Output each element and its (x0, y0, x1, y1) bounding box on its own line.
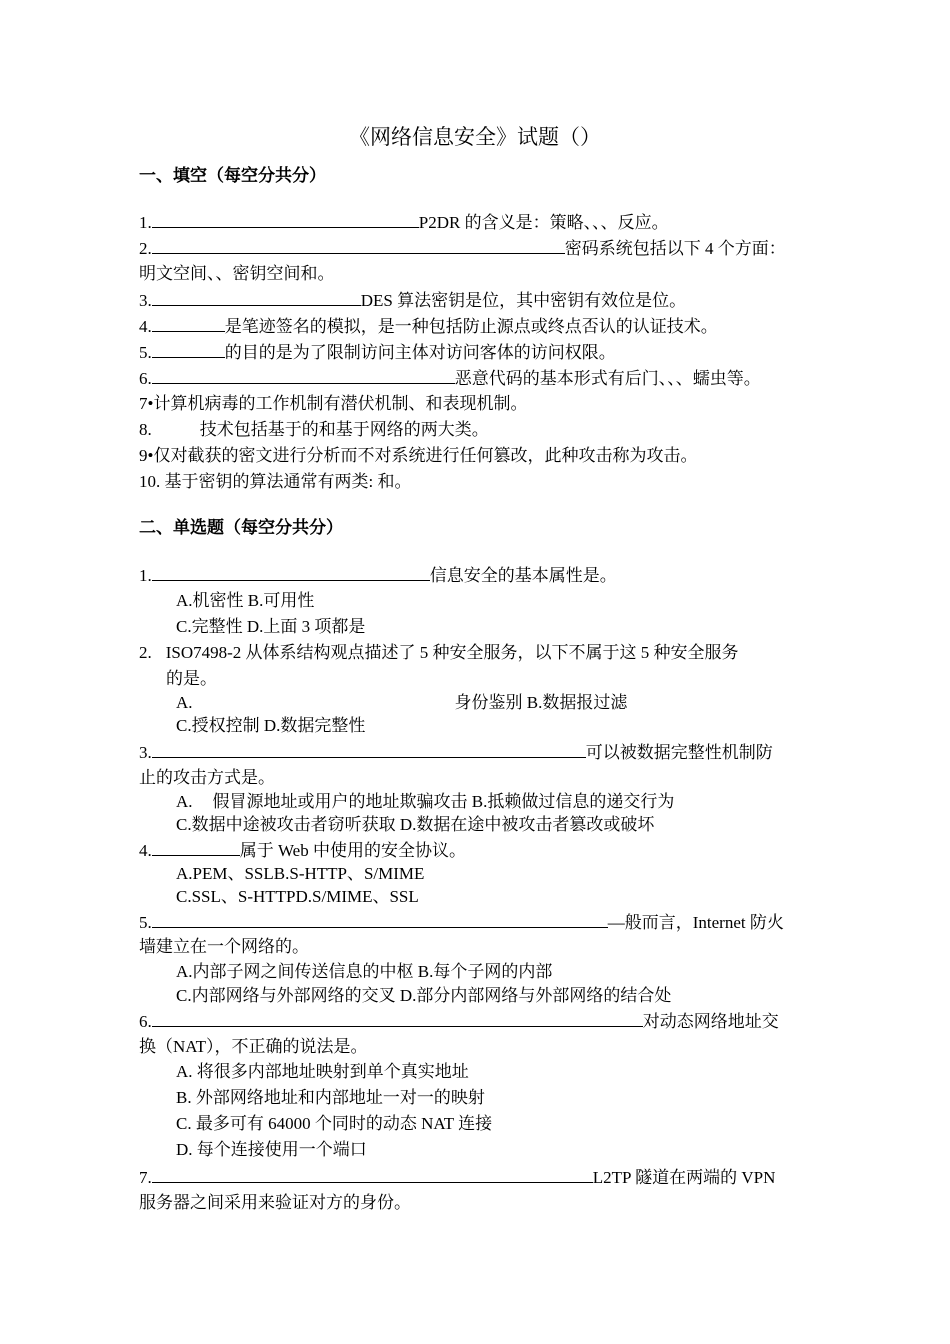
answer-blank (152, 740, 586, 758)
answer-blank (152, 838, 240, 856)
question-text: 属于 Web 中使用的安全协议。 (239, 841, 466, 860)
question-text: 的目的是为了限制访问主体对访问客体的访问权限。 (224, 343, 616, 362)
fill-question-5 (139, 340, 616, 365)
question-number: 1. (139, 213, 152, 232)
choice-q6-option-b: B. 外部网络地址和内部地址一对一的映射 (176, 1088, 485, 1107)
question-text: 可以被数据完整性机制防 (585, 743, 773, 762)
fill-question-7: 7•计算机病毒的工作机制有潜伏机制、和表现机制。 (139, 394, 528, 413)
choice-question-6-continued: 换（NAT），不正确的说法是。 (139, 1037, 368, 1056)
choice-q3-options-cd: C.数据中途被攻击者窃听获取 D.数据在途中被攻击者篡改或破坏 (176, 815, 655, 834)
fill-question-4 (139, 314, 718, 339)
choice-question-4 (139, 838, 466, 863)
choice-question-2-continued: 的是。 (166, 669, 217, 688)
question-number: 5. (139, 913, 152, 932)
question-number: 3. (139, 291, 152, 310)
choice-question-3 (139, 740, 773, 765)
choice-q6-option-a: A. 将很多内部地址映射到单个真实地址 (176, 1062, 469, 1081)
question-text: 是笔迹签名的模拟，是一种包括防止源点或终点否认的认证技术。 (224, 317, 718, 336)
answer-blank (152, 1009, 643, 1027)
choice-question-6 (139, 1009, 779, 1034)
section-2-heading: 二、单选题（每空分共分） (139, 518, 343, 537)
answer-blank (152, 236, 565, 254)
question-text: DES 算法密钥是位，其中密钥有效位是位。 (360, 291, 687, 310)
choice-question-1 (139, 563, 617, 588)
choice-q2-options-cd: C.授权控制 D.数据完整性 (176, 716, 366, 735)
question-number: 5. (139, 343, 152, 362)
choice-question-5-continued: 墙建立在一个网络的。 (139, 937, 309, 956)
section-1-heading: 一、填空（每空分共分） (139, 166, 326, 185)
choice-q2-options-ab: A. 身份鉴别 B.数据报过滤 (176, 693, 628, 712)
question-number: 2. (139, 239, 152, 258)
fill-question-2-continued: 明文空间、、密钥空间和。 (139, 264, 335, 283)
fill-question-9: 9•仅对截获的密文进行分析而不对系统进行任何篡改，此种攻击称为攻击。 (139, 446, 698, 465)
question-text: 对动态网络地址交 (642, 1012, 779, 1031)
question-number: 6. (139, 369, 152, 388)
choice-q6-option-d: D. 每个连接使用一个端口 (176, 1140, 367, 1159)
choice-q5-options-cd: C.内部网络与外部网络的交叉 D.部分内部网络与外部网络的结合处 (176, 986, 672, 1005)
answer-blank (152, 1165, 593, 1183)
question-number: 7. (139, 1168, 152, 1187)
fill-question-6 (139, 366, 761, 391)
question-number: 6. (139, 1012, 152, 1031)
choice-q1-options-cd: C.完整性 D.上面 3 项都是 (176, 617, 366, 636)
fill-question-8 (139, 418, 489, 442)
fill-question-3 (139, 288, 686, 313)
answer-blank (152, 563, 430, 581)
question-number: 8. (139, 420, 152, 439)
question-text: —般而言，Internet 防火 (607, 913, 784, 932)
choice-q4-options-cd: C.SSL、S-HTTPD.S/MIME、SSL (176, 887, 419, 906)
answer-blank (152, 288, 361, 306)
question-text: 信息安全的基本属性是。 (429, 566, 617, 585)
choice-question-5 (139, 910, 784, 935)
choice-q5-options-ab: A.内部子网之间传送信息的中枢 B.每个子网的内部 (176, 962, 553, 981)
answer-blank (152, 314, 225, 332)
choice-q6-option-c: C. 最多可有 64000 个同时的动态 NAT 连接 (176, 1114, 493, 1133)
answer-blank (152, 910, 608, 928)
choice-question-2 (139, 641, 739, 665)
choice-q4-options-ab: A.PEM、SSLB.S-HTTP、S/MIME (176, 864, 425, 883)
choice-q3-options-ab: A. 假冒源地址或用户的地址欺骗攻击 B.抵赖做过信息的递交行为 (176, 792, 675, 811)
fill-question-10: 10. 基于密钥的算法通常有两类: 和。 (139, 472, 412, 491)
question-number: 3. (139, 743, 152, 762)
question-number: 4. (139, 317, 152, 336)
choice-question-3-continued: 止的攻击方式是。 (139, 768, 275, 787)
question-number: 4. (139, 841, 152, 860)
answer-blank (152, 340, 225, 358)
question-text: P2DR 的含义是：策略、、、反应。 (418, 213, 669, 232)
question-text: 密码系统包括以下 4 个方面： (564, 239, 786, 258)
question-text: ISO7498-2 从体系结构观点描述了 5 种安全服务，以下不属于这 5 种安全服务 (165, 643, 739, 662)
choice-q1-options-ab: A.机密性 B.可用性 (176, 591, 315, 610)
question-text: 恶意代码的基本形式有后门、、、蠕虫等。 (454, 369, 761, 388)
question-text: 技术包括基于的和基于网络的两大类。 (199, 420, 489, 439)
question-text: L2TP 隧道在两端的 VPN (592, 1168, 776, 1187)
fill-question-2 (139, 236, 786, 261)
answer-blank (152, 366, 455, 384)
document-title: 《网络信息安全》试题（） (349, 125, 601, 149)
question-number: 2. (139, 643, 152, 662)
choice-question-7-continued: 服务器之间采用来验证对方的身份。 (139, 1193, 411, 1212)
fill-question-1 (139, 210, 669, 235)
choice-question-7 (139, 1165, 775, 1190)
answer-blank (152, 210, 419, 228)
question-number: 1. (139, 566, 152, 585)
